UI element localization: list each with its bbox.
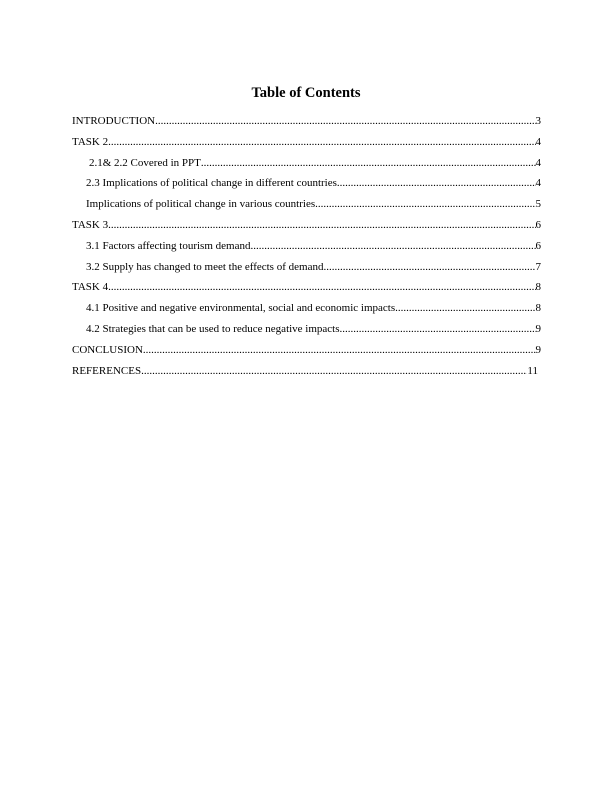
toc-entry-label: 4.1 Positive and negative environmental, social and economic impacts (86, 302, 396, 315)
toc-entry-references[interactable] (72, 363, 538, 384)
toc-entry-label: 4.2 Strategies that can be used to reduce negative impacts (86, 322, 340, 335)
toc-entry-introduction[interactable] (72, 113, 541, 134)
toc-entry-label: CONCLUSION (72, 343, 143, 356)
toc-dot-leader (143, 342, 536, 358)
toc-entry-page: 9 (535, 322, 541, 335)
toc-dot-leader (340, 321, 536, 337)
toc-dot-leader (201, 155, 536, 171)
toc-entry-page: 9 (535, 343, 541, 356)
toc-dot-leader (315, 196, 535, 212)
toc-entry-label: Implications of political change in various countries (86, 198, 316, 211)
toc-entry-task-4[interactable] (72, 279, 541, 300)
toc-entry-page: 6 (535, 218, 541, 231)
toc-entry-3-2[interactable] (72, 259, 541, 280)
toc-entry-page: 4 (535, 135, 541, 148)
toc-entry-4-2[interactable] (72, 321, 541, 342)
toc-entry-implications-various[interactable] (72, 196, 541, 217)
toc-entry-2-1-2-2[interactable] (72, 155, 541, 176)
toc-entry-page: 11 (527, 364, 538, 377)
toc-entry-label: TASK 3 (72, 218, 109, 231)
toc-dot-leader (155, 113, 535, 129)
toc-entry-page: 3 (535, 115, 541, 127)
toc-list (72, 113, 541, 383)
toc-entry-page: 4 (535, 177, 541, 190)
toc-entry-label: TASK 4 (72, 281, 109, 294)
toc-entry-page: 4 (535, 156, 541, 169)
toc-entry-3-1[interactable] (72, 238, 541, 259)
toc-entry-label: 3.1 Factors affecting tourism demand (86, 239, 251, 252)
toc-entry-page: 5 (535, 198, 541, 211)
toc-entry-page: 8 (535, 281, 541, 294)
toc-entry-label: 3.2 Supply has changed to meet the effects of demand (86, 260, 324, 273)
toc-entry-label: 2.3 Implications of political change in different countries (86, 177, 337, 190)
toc-entry-page: 8 (535, 302, 541, 315)
toc-dot-leader (108, 134, 535, 150)
toc-entry-label: 2.1& 2.2 Covered in PPT (89, 156, 201, 169)
toc-entry-page: 7 (535, 260, 541, 273)
toc-entry-2-3[interactable] (72, 175, 541, 196)
toc-dot-leader (141, 363, 527, 379)
toc-entry-task-3[interactable] (72, 217, 541, 238)
toc-entry-page: 6 (535, 239, 541, 252)
toc-entry-label: REFERENCES (72, 364, 142, 377)
toc-entry-label: TASK 2 (72, 135, 109, 148)
toc-dot-leader (108, 279, 535, 295)
toc-dot-leader (323, 259, 535, 275)
toc-dot-leader (395, 300, 535, 316)
toc-title: Table of Contents (251, 85, 361, 101)
toc-entry-4-1[interactable] (72, 300, 541, 321)
toc-dot-leader (250, 238, 535, 254)
toc-entry-task-2[interactable] (72, 134, 541, 155)
toc-dot-leader (337, 175, 536, 191)
toc-entry-conclusion[interactable] (72, 342, 541, 363)
toc-dot-leader (108, 217, 535, 233)
toc-entry-label: INTRODUCTION (72, 115, 156, 127)
